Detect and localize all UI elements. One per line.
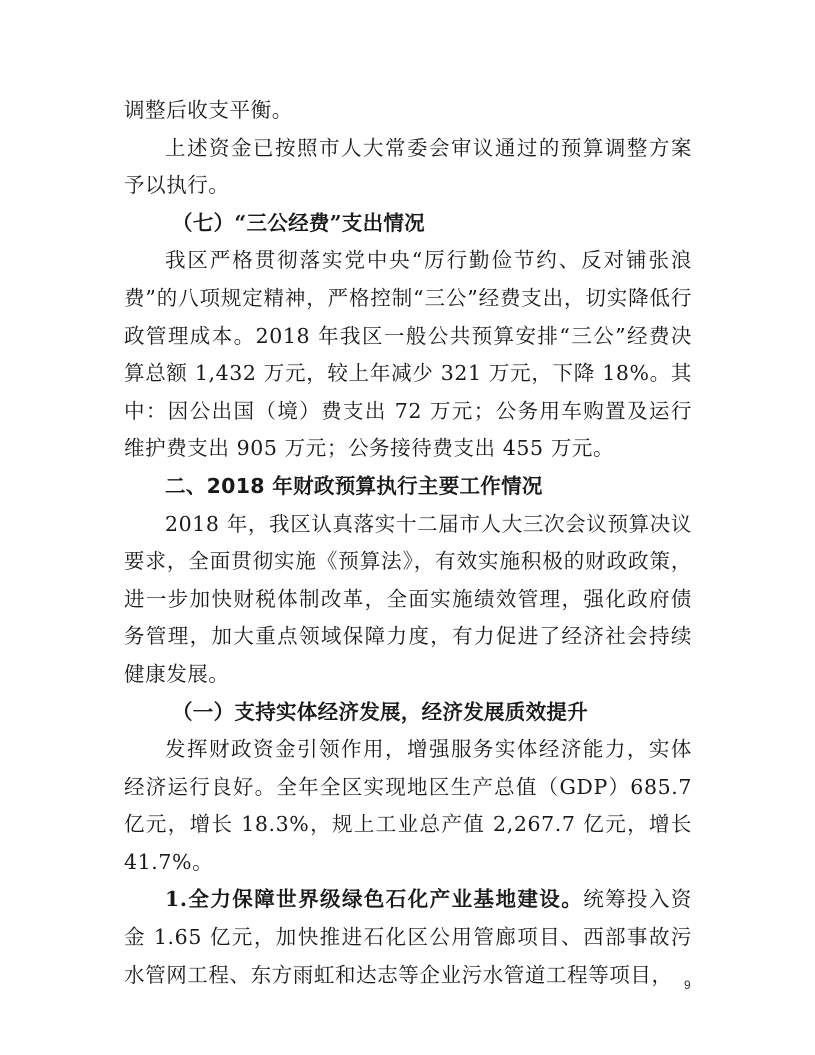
section-heading-real-economy: （一）支持实体经济发展，经济发展质效提升 <box>172 699 588 724</box>
paragraph-three-public-expenses: 我区严格贯彻落实党中央“厉行勤俭节约、反对铺张浪费”的八项规定精神，严格控制“三公”经费支出，切实降低行政管理成本。2018 年我区一般公共预算安排“三公”经费决算总额 1,432 万元，较上年减少 321 万元，下降 18%。其中：因公出国（境）费支出 72 万元；公务用车购置及运行维护费支出 905 万元；公务接待费支出 455 万元。 <box>124 248 692 461</box>
paragraph-adjustment-plan: 上述资金已按照市人大常委会审议通过的预算调整方案予以执行。 <box>124 135 692 198</box>
paragraph-body-text: 统筹投入资金 1.65 亿元，加快推进石化区公用管廊项目、西部事故污水管网工程、东方雨虹和达志等企业污水管道工程等项目， <box>124 887 693 987</box>
page-number: 9 <box>684 978 691 992</box>
section-heading-budget-execution: 二、2018 年财政预算执行主要工作情况 <box>165 473 543 498</box>
paragraph-real-economy: 发挥财政资金引领作用，增强服务实体经济能力，实体经济运行良好。全年全区实现地区生产总值（GDP）685.7 亿元，增长 18.3%，规上工业总产值 2,267.7 亿元，增长 41.7%。 <box>124 737 692 874</box>
page-content <box>124 92 692 994</box>
paragraph-balance: 调整后收支平衡。 <box>124 98 293 122</box>
paragraph-budget-execution: 2018 年，我区认真落实十二届市人大三次会议预算决议要求，全面贯彻实施《预算法》，有效实施积极的财政政策，进一步加快财税体制改革，全面实施绩效管理，强化政府债务管理，加大重点领域保障力度，有力促进了经济社会持续健康发展。 <box>124 511 692 686</box>
section-heading-three-public-expenses: （七）“三公经费”支出情况 <box>172 210 425 235</box>
paragraph-lead-title: 1.全力保障世界级绿色石化产业基地建设。 <box>165 887 584 912</box>
paragraph-petrochemical-base <box>124 881 692 994</box>
